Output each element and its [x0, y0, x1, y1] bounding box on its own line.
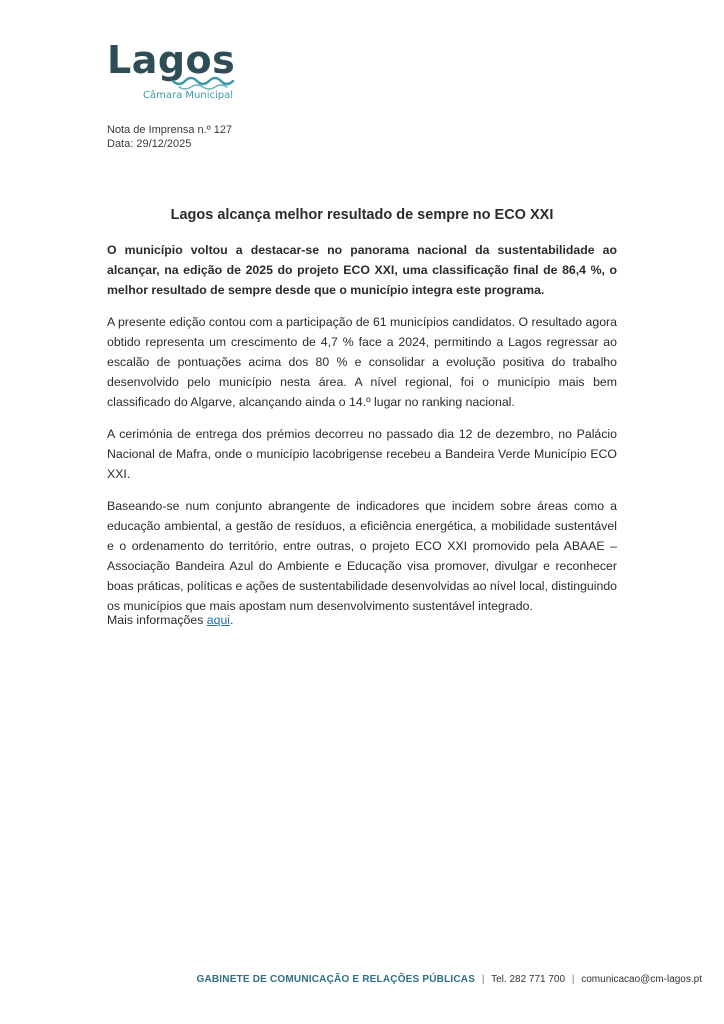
press-meta [107, 123, 232, 151]
footer-email: comunicacao@cm-lagos.pt [581, 974, 702, 985]
footer-separator-2: | [571, 974, 575, 985]
footer-phone: Tel. 282 771 700 [491, 974, 566, 985]
paragraph-indicators: Baseando-se num conjunto abrangente de indicadores que incidem sobre áreas como a educação ambiental, a gestão de resíduos, a eficiência energética, a mobilidade sustentável e o ordenamento do território, entre outras, o projeto ECO XXI promovido pela ABAAE – Associação Bandeira Azul do Ambiente e Educação visa promover, divulgar e reconhecer boas práticas, políticas e ações de sustentabilidade desenvolvidas ao nível local, distinguindo os municípios que mais apostam num desenvolvimento sustentável integrado. [107, 499, 617, 613]
more-info-suffix: . [230, 613, 234, 627]
logo-subtitle: Câmara Municipal [143, 90, 234, 101]
more-info-link[interactable]: aqui [206, 613, 231, 627]
waves-icon [171, 76, 239, 90]
article-body [107, 240, 617, 628]
logo-wordmark: Lagos [107, 38, 236, 82]
lead-paragraph: O município voltou a destacar-se no panorama nacional da sustentabilidade ao alcançar, na edição de 2025 do projeto ECO XXI, uma classificação final de 86,4 %, o melhor resultado de sempre desde que o município integra este programa. [107, 243, 617, 297]
page-title: Lagos alcança melhor resultado de sempre no ECO XXI [170, 207, 554, 223]
more-info-prefix: Mais informações [107, 613, 207, 627]
footer-department: GABINETE DE COMUNICAÇÃO E RELAÇÕES PÚBLICAS [196, 974, 476, 985]
paragraph-participation: A presente edição contou com a participação de 61 municípios candidatos. O resultado agora obtido representa um crescimento de 4,7 % face a 2024, permitindo a Lagos regressar ao escalão de pontuações acima dos 80 % e consolidar a evolução positiva do trabalho desenvolvido pelo município nesta área. A nível regional, foi o município mais bem classificado do Algarve, alcançando ainda o 14.º lugar no ranking nacional. [107, 315, 617, 409]
press-date: Data: 29/12/2025 [107, 138, 192, 150]
footer-separator: | [481, 974, 485, 985]
paragraph-ceremony: A cerimónia de entrega dos prémios decorreu no passado dia 12 de dezembro, no Palácio Nacional de Mafra, onde o município lacobrigense recebeu a Bandeira Verde Município ECO XXI. [107, 427, 617, 481]
more-info [107, 610, 233, 630]
lagos-logo [107, 38, 247, 108]
page-footer [196, 974, 702, 985]
press-note-number: Nota de Imprensa n.º 127 [107, 124, 233, 136]
